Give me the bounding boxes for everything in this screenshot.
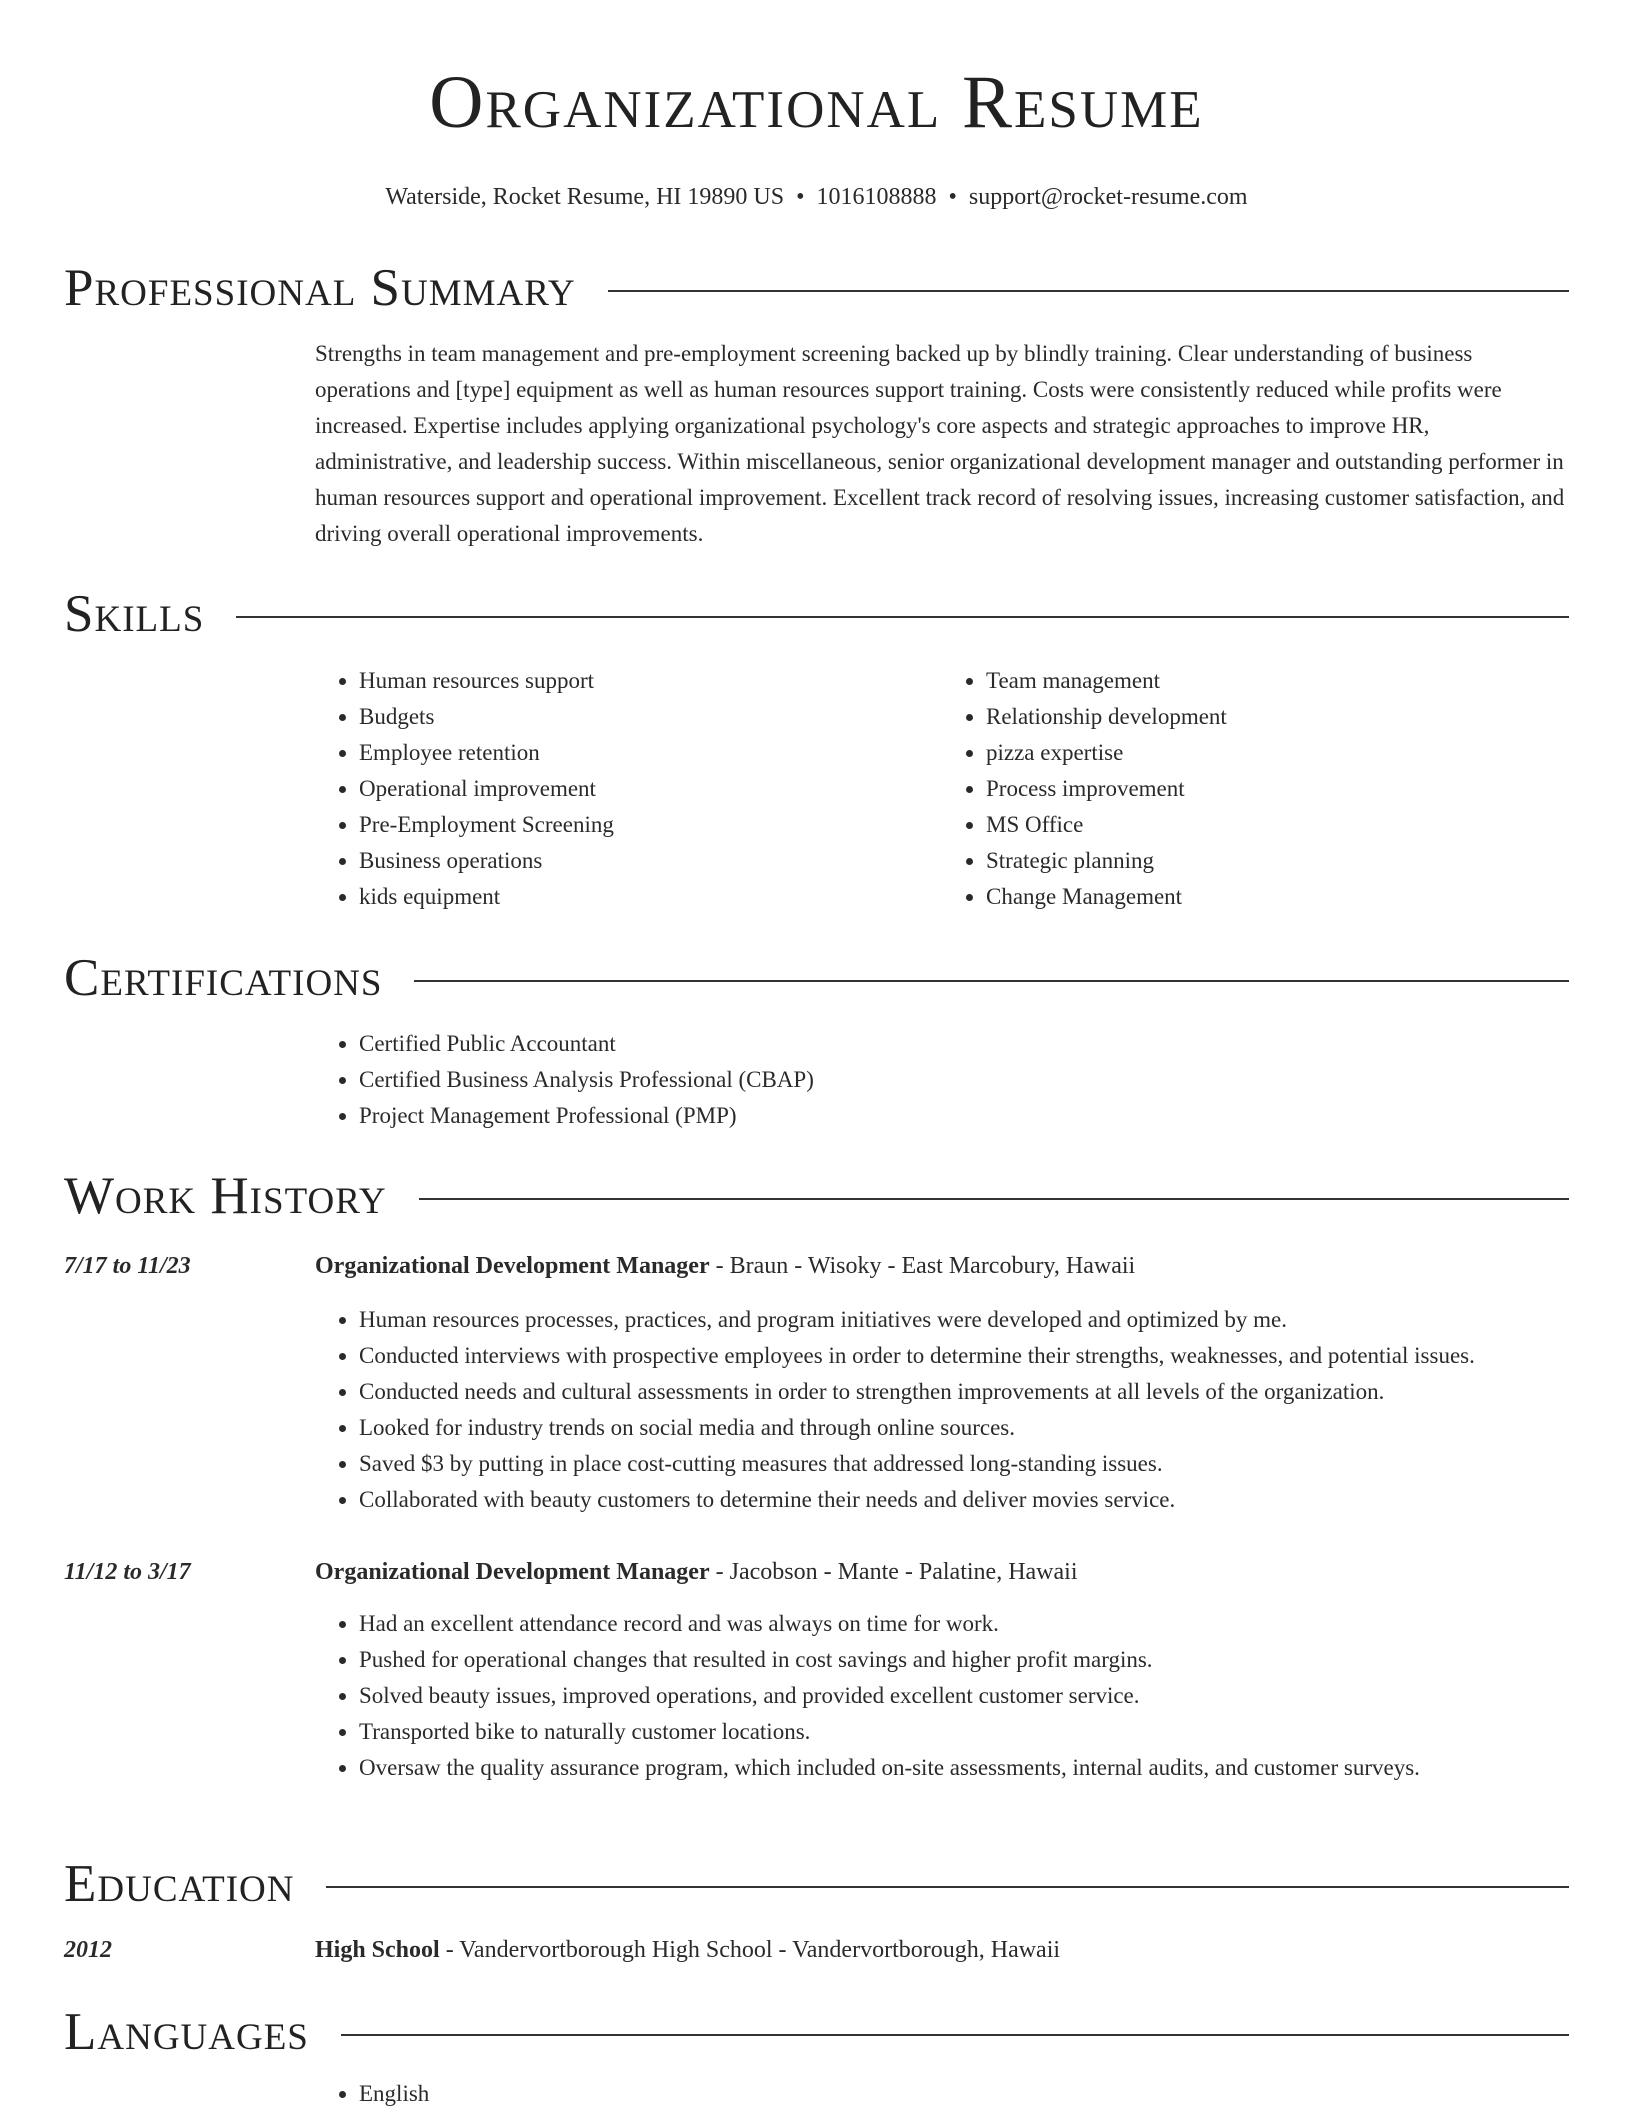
skills-heading-row bbox=[64, 582, 1569, 646]
skill-item: • kids equipment bbox=[359, 879, 942, 915]
skill-item: • Business operations bbox=[359, 843, 942, 879]
resume-page bbox=[64, 0, 1569, 2106]
work-heading: Work History bbox=[64, 1167, 387, 1225]
job-duty: • Human resources processes, practices, and program initiatives were developed and optimized by me. bbox=[359, 1302, 1569, 1338]
job-heading-text bbox=[315, 1554, 1078, 1590]
contact-email: support@rocket-resume.com bbox=[968, 184, 1248, 210]
skill-item: • Operational improvement bbox=[359, 771, 942, 807]
job-duties bbox=[315, 1606, 1569, 1786]
skill-item: • Team management bbox=[986, 663, 1569, 699]
job-duty: • Had an excellent attendance record and was always on time for work. bbox=[359, 1606, 1569, 1642]
job-dates: 7/17 to 11/23 bbox=[64, 1253, 191, 1279]
skill-item: • Human resources support bbox=[359, 663, 942, 699]
job-duty: • Conducted needs and cultural assessments in order to strengthen improvements at all levels of the organization. bbox=[359, 1374, 1569, 1410]
job-entry bbox=[64, 1248, 1569, 1518]
job-duty: • Conducted interviews with prospective employees in order to determine their strengths, weaknesses, and potential issues. bbox=[359, 1338, 1569, 1374]
job-header bbox=[64, 1554, 1569, 1590]
job-duties bbox=[315, 1302, 1569, 1518]
certifications-list bbox=[315, 1026, 1569, 1134]
certifications-body bbox=[315, 1026, 1569, 1134]
contact-separator: • bbox=[796, 184, 805, 210]
skills-heading: Skills bbox=[64, 585, 205, 643]
job-duties-list bbox=[315, 1606, 1569, 1786]
job-heading-text bbox=[315, 1248, 1135, 1284]
summary-body bbox=[315, 336, 1569, 552]
skill-item: • MS Office bbox=[986, 807, 1569, 843]
section-divider bbox=[414, 980, 1569, 982]
certification-item: • Certified Public Accountant bbox=[359, 1026, 1569, 1062]
job-duty: • Transported bike to naturally customer locations. bbox=[359, 1714, 1569, 1750]
job-title: Organizational Development Manager bbox=[315, 1559, 710, 1585]
contact-address: Waterside, Rocket Resume, HI 19890 US bbox=[385, 184, 785, 210]
section-divider bbox=[608, 290, 1569, 292]
summary-heading: Professional Summary bbox=[64, 259, 576, 317]
job-entry bbox=[64, 1554, 1569, 1786]
job-duty: • Pushed for operational changes that resulted in cost savings and higher profit margins. bbox=[359, 1642, 1569, 1678]
section-divider bbox=[326, 1886, 1569, 1888]
certification-item: • Project Management Professional (PMP) bbox=[359, 1098, 1569, 1134]
work-history-section bbox=[64, 1164, 1569, 1786]
job-duty: • Looked for industry trends on social media and through online sources. bbox=[359, 1410, 1569, 1446]
job-details: - Braun - Wisoky - East Marcobury, Hawaii bbox=[709, 1253, 1136, 1279]
languages-heading: Languages bbox=[64, 2003, 309, 2061]
education-details: - Vandervortborough High School - Vandervortborough, Hawaii bbox=[439, 1937, 1061, 1963]
skill-item: • Strategic planning bbox=[986, 843, 1569, 879]
education-heading-row bbox=[64, 1852, 1569, 1916]
job-title: Organizational Development Manager bbox=[315, 1253, 710, 1279]
job-duty: • Saved $3 by putting in place cost-cutting measures that addressed long-standing issues. bbox=[359, 1446, 1569, 1482]
skill-item: • pizza expertise bbox=[986, 735, 1569, 771]
summary-section bbox=[64, 256, 1569, 552]
work-heading-row bbox=[64, 1164, 1569, 1228]
job-duty: • Solved beauty issues, improved operations, and provided excellent customer service. bbox=[359, 1678, 1569, 1714]
certifications-section bbox=[64, 946, 1569, 1134]
contact-line bbox=[64, 182, 1569, 212]
job-duty: • Oversaw the quality assurance program, which included on-site assessments, internal audits, and customer surveys. bbox=[359, 1750, 1569, 1786]
education-row bbox=[64, 1932, 1569, 1968]
summary-heading-row bbox=[64, 256, 1569, 320]
section-divider bbox=[236, 616, 1569, 618]
certification-item: • Certified Business Analysis Professional (CBAP) bbox=[359, 1062, 1569, 1098]
education-year: 2012 bbox=[64, 1937, 112, 1963]
skill-item: • Pre-Employment Screening bbox=[359, 807, 942, 843]
education-entry bbox=[64, 1932, 1569, 1968]
job-duty: • Collaborated with beauty customers to determine their needs and deliver movies service. bbox=[359, 1482, 1569, 1518]
contact-separator: • bbox=[948, 184, 957, 210]
skill-item: • Relationship development bbox=[986, 699, 1569, 735]
section-divider bbox=[341, 2034, 1569, 2036]
job-dates: 11/12 to 3/17 bbox=[64, 1559, 191, 1585]
education-section bbox=[64, 1852, 1569, 1968]
languages-heading-row bbox=[64, 2000, 1569, 2064]
skills-section bbox=[64, 582, 1569, 915]
resume-title: Organizational Resume bbox=[429, 61, 1204, 144]
skill-item: • Employee retention bbox=[359, 735, 942, 771]
education-degree: High School bbox=[315, 1937, 440, 1963]
languages-section bbox=[64, 2000, 1569, 2112]
skill-item: • Process improvement bbox=[986, 771, 1569, 807]
language-item: • English bbox=[359, 2076, 1569, 2112]
skill-item: • Budgets bbox=[359, 699, 942, 735]
job-header bbox=[64, 1248, 1569, 1284]
languages-body bbox=[315, 2076, 1569, 2112]
skill-item: • Change Management bbox=[986, 879, 1569, 915]
education-heading-text bbox=[315, 1932, 1060, 1968]
job-duties-list bbox=[315, 1302, 1569, 1518]
education-heading: Education bbox=[64, 1855, 295, 1913]
skills-list-right bbox=[942, 663, 1569, 915]
languages-list bbox=[315, 2076, 1569, 2112]
skills-grid bbox=[315, 663, 1569, 915]
certifications-heading: Certifications bbox=[64, 949, 383, 1007]
certifications-heading-row bbox=[64, 946, 1569, 1010]
summary-text: Strengths in team management and pre-employment screening backed up by blindly training. Clear understanding of business operations and [type] equipment as well as human resources support training. Costs were consistently reduced while profits were increased. Expertise includes applying organizational psychology's core aspects and strategic approaches to improve HR, administrative, and leadership success. Within miscellaneous, senior organizational development manager and outstanding performer in human resources support and operational improvement. Excellent track record of resolving issues, increasing customer satisfaction, and driving overall operational improvements. bbox=[315, 341, 1565, 546]
skills-list-left bbox=[315, 663, 942, 915]
contact-phone: 1016108888 bbox=[816, 184, 937, 210]
job-details: - Jacobson - Mante - Palatine, Hawaii bbox=[709, 1559, 1078, 1585]
section-divider bbox=[419, 1198, 1569, 1200]
